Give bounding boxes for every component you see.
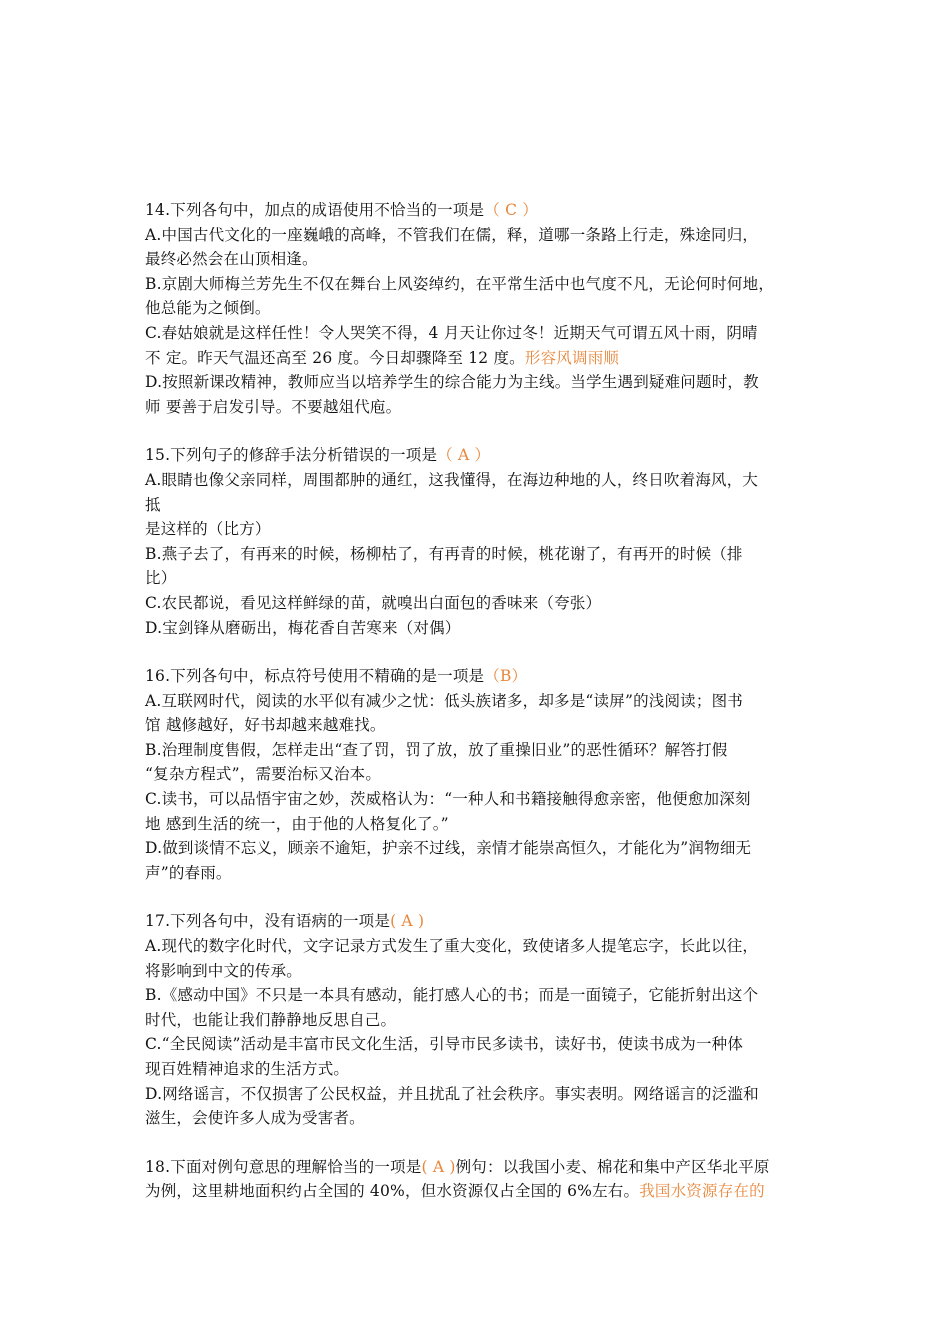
question-17 (145, 909, 810, 1130)
option-d-line-2: 声”的春雨。 (145, 863, 232, 882)
option-d-line-1: D.网络谣言，不仅损害了公民权益，并且扰乱了社会秩序。事实表明。网络谣言的泛滥和 (145, 1084, 759, 1103)
option-b-line-2: “复杂方程式”，需要治标又治本。 (145, 765, 382, 784)
option-b-line-1: B.京剧大师梅兰芳先生不仅在舞台上风姿绰约，在平常生活中也气度不凡，无论何时何地， (145, 274, 775, 293)
option-a-line-2: 抵 (145, 495, 161, 514)
answer-note: 我国水资源存在的 (639, 1182, 765, 1201)
option-a-line-1: A.眼睛也像父亲同样，周围都肿的通红，这我懂得，在海边种地的人，终日吹着海风，大 (145, 470, 759, 489)
option-c-line-1: C.农民都说，看见这样鲜绿的苗，就嗅出白面包的香味来（夸张） (145, 593, 602, 612)
option-c-text: 不 定。昨天气温还高至 26 度。今日却骤降至 12 度。 (145, 348, 525, 367)
option-c-line-2 (145, 346, 810, 371)
question-stem (145, 443, 810, 468)
option-b-line-1: B.燕子去了，有再来的时候，杨柳枯了，有再青的时候，桃花谢了，有再开的时候（排 (145, 544, 743, 563)
option-d-line-1: D.按照新课改精神，教师应当以培养学生的综合能力为主线。当学生遇到疑难问题时，教 (145, 373, 759, 392)
option-b-line-1: B.治理制度售假，怎样走出“查了罚，罚了放，放了重操旧业”的恶性循环？解答打假 (145, 740, 728, 759)
question-stem (145, 198, 810, 223)
document-page (145, 198, 810, 1228)
option-a-line-2: 将影响到中文的传承。 (145, 961, 303, 980)
question-15 (145, 443, 810, 640)
option-d-line-1: D.做到谈情不忘义，顾亲不逾矩，护亲不过线，亲情才能崇高恒久，才能化为”润物细无 (145, 839, 752, 858)
option-c-line-2: 地 感到生活的统一，由于他的人格复化了。” (145, 814, 449, 833)
question-stem (145, 664, 810, 689)
option-b-line-1: B.《感动中国》不只是一本具有感动，能打感人心的书；而是一面镜子，它能折射出这个 (145, 986, 759, 1005)
stem-line-2 (145, 1179, 810, 1204)
option-b-line-2: 时代，也能让我们静静地反思自己。 (145, 1010, 397, 1029)
question-stem (145, 1155, 810, 1180)
answer-mark: （ A ） (437, 446, 491, 465)
option-c-line-1: C.春姑娘就是这样任性！令人哭笑不得，4 月天让你过冬！近期天气可谓五风十雨，阴晴 (145, 323, 758, 342)
answer-note: 形容风调雨顺 (524, 348, 620, 367)
option-a-line-1: A.中国古代文化的一座巍峨的高峰，不管我们在儒，释，道哪一条路上行走，殊途同归， (145, 225, 759, 244)
answer-mark: ( A ) (390, 912, 425, 931)
question-18 (145, 1155, 810, 1204)
option-d-line-1: D.宝剑锋从磨砺出，梅花香自苦寒来（对偶） (145, 618, 461, 637)
stem-text: 为例，这里耕地面积约占全国的 40%，但水资源仅占全国的 6%左右。 (145, 1182, 640, 1201)
stem-text: 16.下列各句中，标点符号使用不精确的是一项是 (145, 667, 485, 686)
option-a-line-3: 是这样的（比方） (145, 520, 271, 539)
option-c-line-1: C.“全民阅读”活动是丰富市民文化生活，引导市民多读书，读好书，使读书成为一种体 (145, 1035, 744, 1054)
question-14 (145, 198, 810, 419)
option-a-line-1: A.互联网时代，阅读的水平似有减少之忧：低头族诸多，却多是“读屏”的浅阅读；图书 (145, 691, 743, 710)
answer-mark: （B） (484, 667, 528, 686)
answer-mark: ( A ) (421, 1157, 456, 1176)
option-c-line-2: 现百姓精神追求的生活方式。 (145, 1060, 350, 1078)
stem-text: 17.下列各句中，没有语病的一项是 (145, 912, 391, 931)
option-a-line-1: A.现代的数字化时代，文字记录方式发生了重大变化，致使诸多人提笔忘字，长此以往， (145, 937, 759, 956)
answer-mark: （ C ） (484, 201, 538, 219)
option-d-line-2: 滋生，会使许多人成为受害者。 (145, 1109, 365, 1128)
stem-text: 18.下面对例句意思的理解恰当的一项是 (145, 1157, 422, 1176)
option-c-line-1: C.读书，可以品悟宇宙之妙，茨威格认为：“一种人和书籍接触得愈亲密，他便愈加深刻 (145, 790, 751, 809)
option-b-line-2: 他总能为之倾倒。 (145, 299, 271, 318)
option-a-line-2: 最终必然会在山顶相逢。 (145, 250, 318, 269)
option-a-line-2: 馆 越修越好，好书却越来越难找。 (145, 716, 386, 735)
stem-text: 15.下列句子的修辞手法分析错误的一项是 (145, 446, 438, 465)
question-stem (145, 909, 810, 934)
stem-continuation: 例句：以我国小麦、棉花和集中产区华北平原 (455, 1157, 770, 1176)
stem-text: 14.下列各句中，加点的成语使用不恰当的一项是 (145, 201, 485, 219)
question-16 (145, 664, 810, 885)
option-b-line-2: 比） (145, 569, 177, 588)
option-d-line-2: 师 要善于启发引导。不要越俎代庖。 (145, 397, 402, 416)
